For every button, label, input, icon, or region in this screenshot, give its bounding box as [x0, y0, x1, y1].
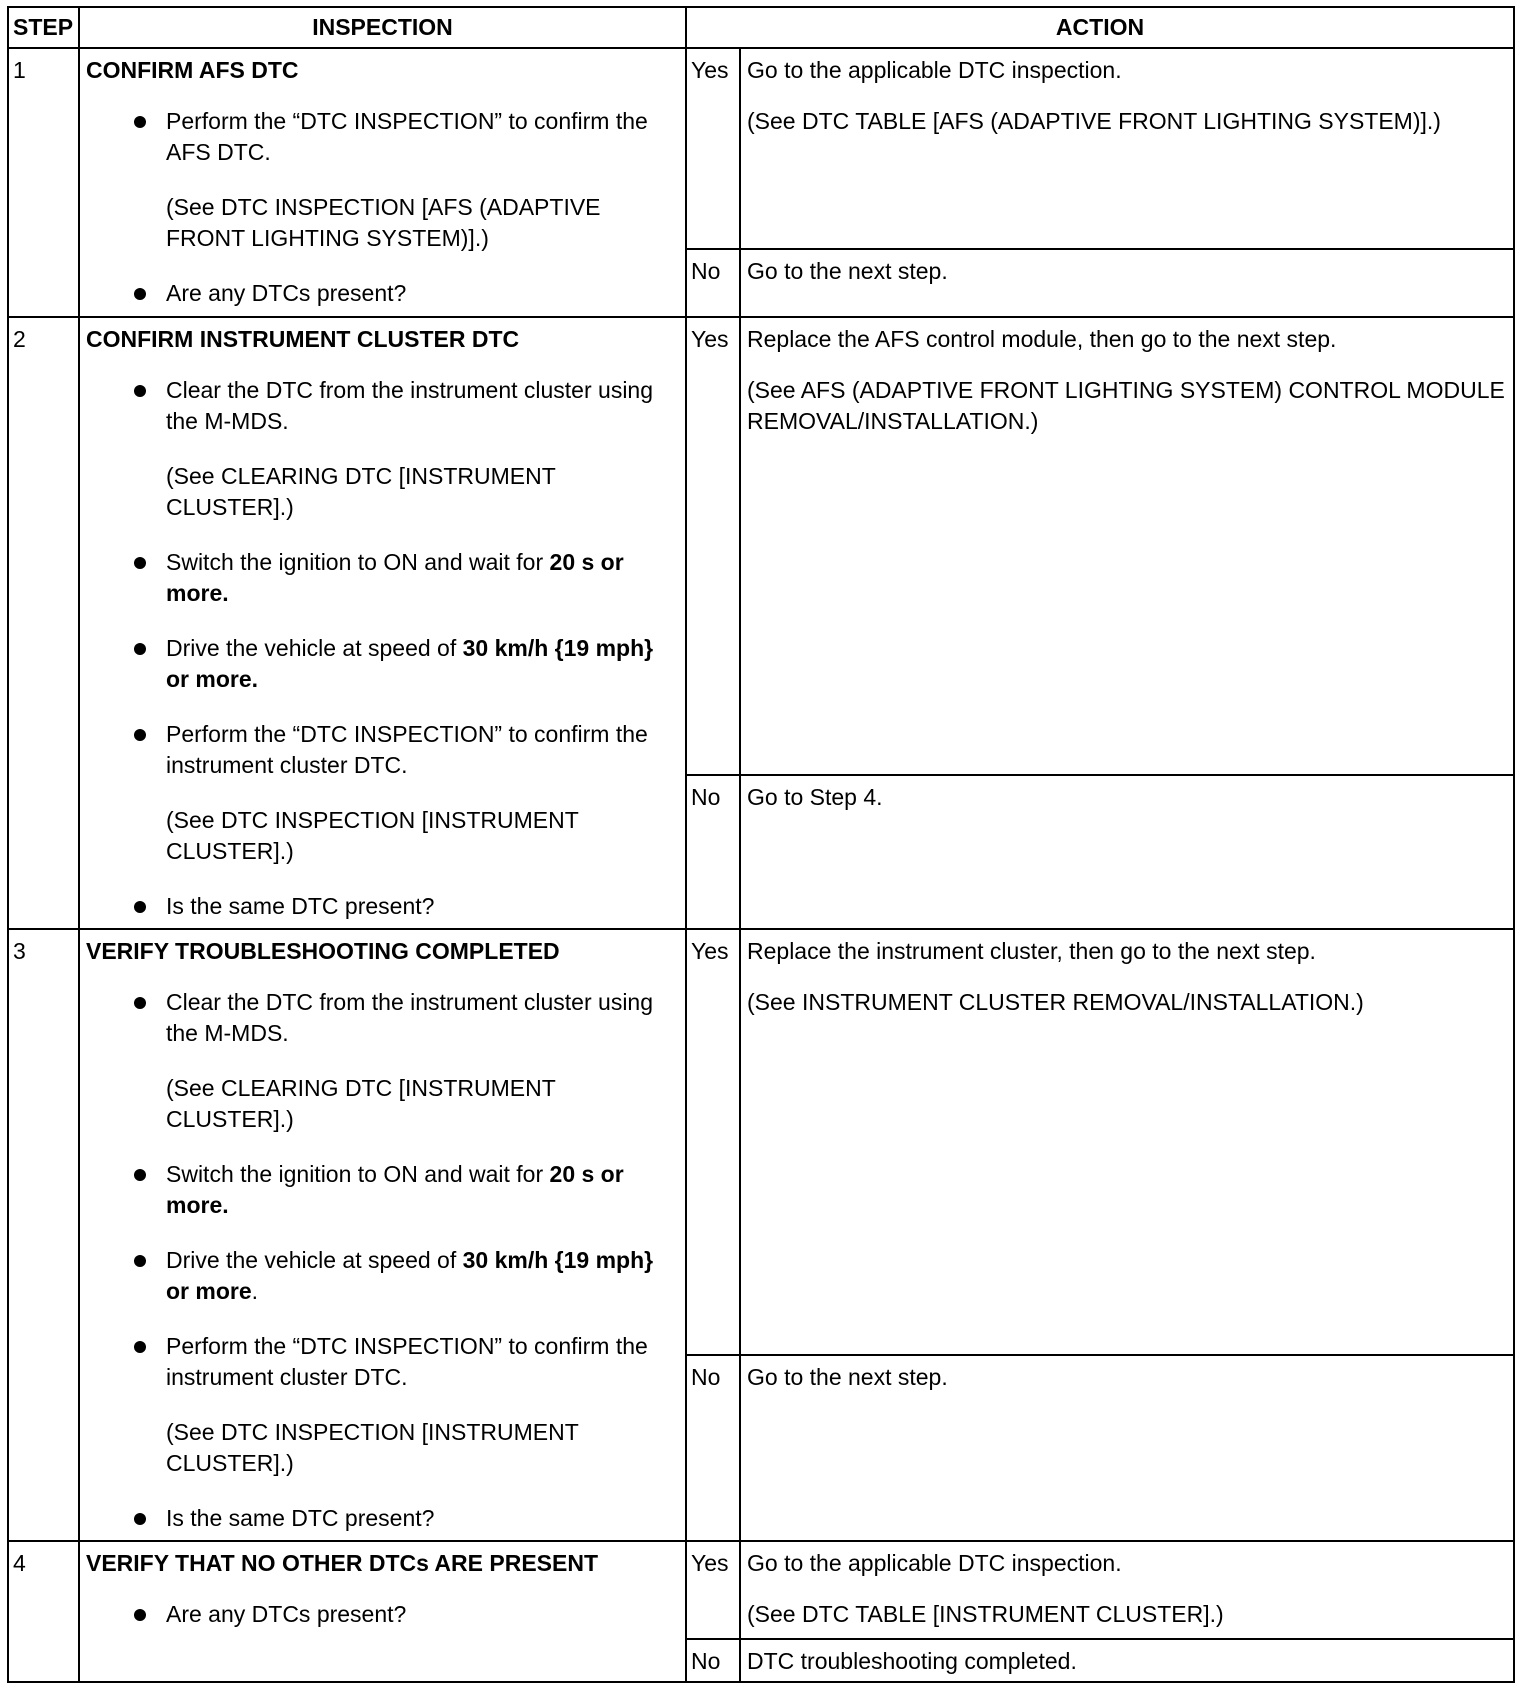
action-text: Go to the applicable DTC inspection. [747, 57, 1122, 83]
no-label: No [686, 775, 740, 929]
no-action [740, 1355, 1514, 1541]
no-action [740, 1639, 1514, 1682]
reference-note: (See DTC INSPECTION [AFS (ADAPTIVE FRONT LIGHTING SYSTEM)].) [166, 194, 601, 251]
bullet-icon [134, 1513, 146, 1525]
bullet-item: Are any DTCs present? [86, 278, 679, 309]
inspection-title: VERIFY THAT NO OTHER DTCs ARE PRESENT [86, 1550, 599, 1576]
bullet-item: Clear the DTC from the instrument cluster using the M-MDS. [86, 375, 679, 437]
bullet-icon [134, 557, 146, 569]
header-inspection: INSPECTION [79, 7, 686, 48]
inspection-title: CONFIRM INSTRUMENT CLUSTER DTC [86, 326, 520, 352]
action-text: Go to the applicable DTC inspection. [747, 1550, 1122, 1576]
bullet-icon [134, 1341, 146, 1353]
step-number: 3 [8, 929, 79, 1541]
action-text: Replace the instrument cluster, then go to the next step. [747, 938, 1316, 964]
header-action: ACTION [686, 7, 1514, 48]
bullet-icon [134, 729, 146, 741]
bullet-item: Is the same DTC present? [86, 1503, 679, 1534]
header-step: STEP [8, 7, 79, 48]
inspection-cell [79, 1541, 686, 1682]
bullet-item: Is the same DTC present? [86, 891, 679, 922]
reference-note: (See CLEARING DTC [INSTRUMENT CLUSTER].) [166, 463, 556, 520]
yes-action [740, 929, 1514, 1355]
bullet-icon [134, 901, 146, 913]
action-text: Replace the AFS control module, then go to the next step. [747, 326, 1337, 352]
bullet-item: Perform the “DTC INSPECTION” to confirm the AFS DTC. [86, 106, 679, 168]
bullet-icon [134, 1609, 146, 1621]
action-text: Go to Step 4. [747, 784, 883, 811]
no-label: No [686, 1639, 740, 1682]
no-action [740, 249, 1514, 317]
troubleshooting-table [7, 6, 1515, 1683]
no-action [740, 775, 1514, 929]
bullet-item: Perform the “DTC INSPECTION” to confirm the instrument cluster DTC. [86, 719, 679, 781]
yes-label: Yes [686, 48, 740, 249]
reference-note: (See DTC INSPECTION [INSTRUMENT CLUSTER].) [166, 1419, 579, 1476]
bullet-item: Are any DTCs present? [86, 1599, 679, 1630]
yes-action [740, 48, 1514, 249]
bullet-icon [134, 1169, 146, 1181]
inspection-title: VERIFY TROUBLESHOOTING COMPLETED [86, 938, 560, 964]
action-text: Go to the next step. [747, 1364, 948, 1391]
bullet-item: Switch the ignition to ON and wait for 20 s or more. [86, 1159, 679, 1221]
inspection-title: CONFIRM AFS DTC [86, 57, 299, 83]
yes-label: Yes [686, 929, 740, 1355]
inspection-cell [79, 317, 686, 929]
bullet-item: Drive the vehicle at speed of 30 km/h {19 mph} or more. [86, 633, 679, 695]
bullet-icon [134, 116, 146, 128]
reference-note: (See CLEARING DTC [INSTRUMENT CLUSTER].) [166, 1075, 556, 1132]
reference-note: (See DTC INSPECTION [INSTRUMENT CLUSTER].) [166, 807, 579, 864]
bullet-item: Clear the DTC from the instrument cluster using the M-MDS. [86, 987, 679, 1049]
action-text: DTC troubleshooting completed. [747, 1648, 1077, 1674]
bullet-icon [134, 643, 146, 655]
bullet-icon [134, 288, 146, 300]
bullet-item: Switch the ignition to ON and wait for 20 s or more. [86, 547, 679, 609]
no-label: No [686, 1355, 740, 1541]
action-reference: (See AFS (ADAPTIVE FRONT LIGHTING SYSTEM) CONTROL MODULE REMOVAL/INSTALLATION.) [747, 377, 1505, 434]
action-reference: (See DTC TABLE [INSTRUMENT CLUSTER].) [747, 1601, 1224, 1627]
step-number: 1 [8, 48, 79, 317]
step-number: 2 [8, 317, 79, 929]
bullet-icon [134, 1255, 146, 1267]
action-reference: (See INSTRUMENT CLUSTER REMOVAL/INSTALLATION.) [747, 989, 1364, 1015]
bullet-item: Perform the “DTC INSPECTION” to confirm the instrument cluster DTC. [86, 1331, 679, 1393]
inspection-cell [79, 48, 686, 317]
yes-label: Yes [686, 1541, 740, 1639]
bullet-icon [134, 997, 146, 1009]
yes-action [740, 1541, 1514, 1639]
no-label: No [686, 249, 740, 317]
inspection-cell [79, 929, 686, 1541]
step-number: 4 [8, 1541, 79, 1682]
bullet-icon [134, 385, 146, 397]
yes-label: Yes [686, 317, 740, 775]
bullet-item: Drive the vehicle at speed of 30 km/h {19 mph} or more. [86, 1245, 679, 1307]
action-reference: (See DTC TABLE [AFS (ADAPTIVE FRONT LIGHTING SYSTEM)].) [747, 108, 1441, 134]
action-text: Go to the next step. [747, 258, 948, 284]
yes-action [740, 317, 1514, 775]
